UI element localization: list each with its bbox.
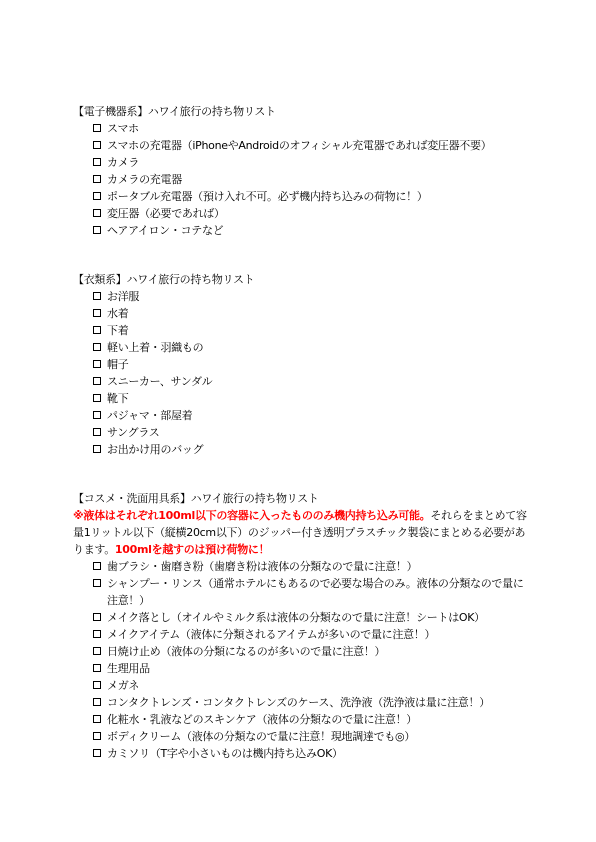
- checklist: [73, 558, 533, 762]
- checklist-item[interactable]: [73, 171, 533, 188]
- checkbox[interactable]: [93, 394, 101, 402]
- checklist-item[interactable]: [73, 745, 533, 762]
- checkbox[interactable]: [93, 445, 101, 453]
- notice-warning: ※液体はそれぞれ100ml以下の容器に入ったもののみ機内持ち込み可能。: [73, 509, 431, 522]
- item-label: パジャマ・部屋着: [107, 409, 193, 422]
- checklist-item[interactable]: [73, 643, 533, 660]
- checkbox[interactable]: [93, 562, 101, 570]
- checkbox[interactable]: [93, 698, 101, 706]
- checkbox[interactable]: [93, 326, 101, 334]
- item-label: カメラの充電器: [107, 173, 182, 186]
- checkbox[interactable]: [93, 360, 101, 368]
- item-label: 水着: [107, 307, 129, 320]
- checkbox[interactable]: [93, 681, 101, 689]
- item-label: ポータブル充電器（預け入れ不可。必ず機内持ち込みの荷物に！）: [107, 190, 428, 203]
- item-label: スニーカー、サンダル: [107, 375, 213, 388]
- checklist: [73, 288, 533, 458]
- checkbox[interactable]: [93, 630, 101, 638]
- item-label: 下着: [107, 324, 129, 337]
- item-label: 生理用品: [107, 662, 150, 675]
- checklist-item[interactable]: [73, 660, 533, 677]
- checklist-item[interactable]: [73, 120, 533, 137]
- section-electronics: [73, 103, 533, 239]
- item-label: 化粧水・乳液などのスキンケア（液体の分類なので量に注意！）: [107, 713, 417, 726]
- section-heading: 【衣類系】ハワイ旅行の持ち物リスト: [73, 273, 255, 286]
- checkbox[interactable]: [93, 158, 101, 166]
- checkbox[interactable]: [93, 428, 101, 436]
- checklist-item[interactable]: [73, 575, 533, 609]
- section-heading: 【電子機器系】ハワイ旅行の持ち物リスト: [73, 105, 276, 118]
- item-label: お洋服: [107, 290, 140, 303]
- checkbox[interactable]: [93, 579, 101, 587]
- checkbox[interactable]: [93, 647, 101, 655]
- item-label: スマホ: [107, 122, 139, 135]
- item-label: 軽い上着・羽織もの: [107, 341, 204, 354]
- checkbox[interactable]: [93, 226, 101, 234]
- liquid-notice: [73, 507, 533, 558]
- checklist-item[interactable]: [73, 728, 533, 745]
- checkbox[interactable]: [93, 715, 101, 723]
- checkbox[interactable]: [93, 343, 101, 351]
- checklist-item[interactable]: [73, 407, 533, 424]
- checklist-item[interactable]: [73, 424, 533, 441]
- checklist-item[interactable]: [73, 390, 533, 407]
- checkbox[interactable]: [93, 192, 101, 200]
- checklist: [73, 120, 533, 239]
- checkbox[interactable]: [93, 124, 101, 132]
- checkbox[interactable]: [93, 613, 101, 621]
- checkbox[interactable]: [93, 732, 101, 740]
- item-label: カミソリ（T字や小さいものは機内持ち込みOK）: [107, 747, 343, 760]
- item-label: カメラ: [107, 156, 140, 169]
- checklist-item[interactable]: [73, 694, 533, 711]
- checklist-item[interactable]: [73, 205, 533, 222]
- checklist-item[interactable]: [73, 222, 533, 239]
- notice-warning: 100mlを越すのは預け荷物に！: [114, 543, 270, 556]
- item-label: スマホの充電器（iPhoneやAndroidのオフィシャル充電器であれば変圧器不要）: [107, 139, 492, 152]
- checkbox[interactable]: [93, 175, 101, 183]
- item-label: ボディクリーム（液体の分類なので量に注意！現地調達でも◎）: [107, 730, 416, 743]
- item-label: 歯ブラシ・歯磨き粉（歯磨き粉は液体の分類なので量に注意！）: [107, 560, 418, 573]
- item-label: シャンプー・リンス（通常ホテルにもあるので必要な場合のみ。液体の分類なので量に注意！）: [107, 577, 524, 607]
- checklist-item[interactable]: [73, 188, 533, 205]
- checkbox[interactable]: [93, 749, 101, 757]
- checklist-item[interactable]: [73, 322, 533, 339]
- checklist-item[interactable]: [73, 288, 533, 305]
- section-cosmetics: [73, 490, 533, 762]
- checklist-item[interactable]: [73, 558, 533, 575]
- checklist-item[interactable]: [73, 154, 533, 171]
- item-label: 変圧器（必要であれば）: [107, 207, 225, 220]
- checkbox[interactable]: [93, 664, 101, 672]
- checklist-item[interactable]: [73, 356, 533, 373]
- checkbox[interactable]: [93, 292, 101, 300]
- item-label: メイクアイテム（液体に分類されるアイテムが多いので量に注意！）: [107, 628, 436, 641]
- item-label: ヘアアイロン・コテなど: [107, 224, 224, 237]
- item-label: 帽子: [107, 358, 129, 371]
- checklist-item[interactable]: [73, 626, 533, 643]
- checklist-item[interactable]: [73, 441, 533, 458]
- checkbox[interactable]: [93, 411, 101, 419]
- item-label: サングラス: [107, 426, 160, 439]
- item-label: メイク落とし（オイルやミルク系は液体の分類なので量に注意！シートはOK）: [107, 611, 485, 624]
- checklist-item[interactable]: [73, 677, 533, 694]
- checklist-item[interactable]: [73, 609, 533, 626]
- checklist-item[interactable]: [73, 711, 533, 728]
- checklist-item[interactable]: [73, 373, 533, 390]
- checkbox[interactable]: [93, 209, 101, 217]
- checklist-item[interactable]: [73, 137, 533, 154]
- checkbox[interactable]: [93, 309, 101, 317]
- notice-text: それらをまとめて容量1リットル以下（縦横20cm以下）のジッパー付き透明プラスチック製袋にまとめる必要があります。: [73, 509, 527, 556]
- item-label: 日焼け止め（液体の分類になるのが多いので量に注意！）: [107, 645, 386, 658]
- section-clothing: [73, 271, 533, 458]
- checkbox[interactable]: [93, 141, 101, 149]
- item-label: コンタクトレンズ・コンタクトレンズのケース、洗浄液（洗浄液は量に注意！）: [107, 696, 490, 709]
- checklist-item[interactable]: [73, 305, 533, 322]
- item-label: お出かけ用のバッグ: [107, 443, 204, 456]
- checklist-item[interactable]: [73, 339, 533, 356]
- item-label: 靴下: [107, 392, 129, 405]
- section-heading: 【コスメ・洗面用具系】ハワイ旅行の持ち物リスト: [73, 492, 319, 505]
- item-label: メガネ: [107, 679, 140, 692]
- checkbox[interactable]: [93, 377, 101, 385]
